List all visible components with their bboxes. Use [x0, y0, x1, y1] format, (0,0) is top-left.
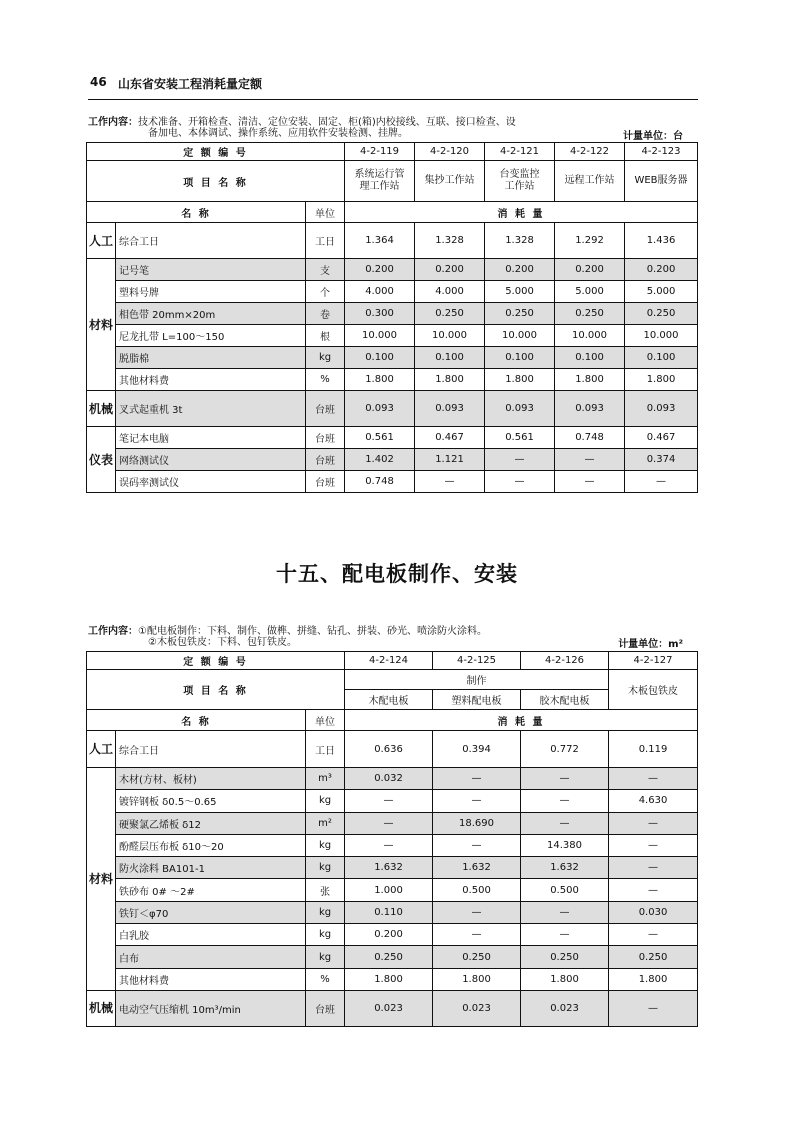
quantity-cell: 0.023	[433, 990, 521, 1026]
quantity-cell: 1.800	[609, 968, 698, 990]
t2-code: 4-2-127	[609, 652, 698, 670]
quantity-cell: 1.328	[415, 223, 485, 259]
quantity-cell: 0.110	[345, 901, 433, 923]
quantity-cell: —	[555, 449, 625, 471]
resource-name: 叉式起重机 3t	[116, 391, 306, 427]
book-title: 山东省安装工程消耗量定额	[118, 77, 263, 91]
quantity-cell: 5.000	[485, 281, 555, 303]
resource-name: 镀锌钢板 δ0.5～0.65	[116, 790, 306, 812]
table1-labor-row	[87, 223, 698, 259]
quantity-cell: 0.467	[415, 427, 485, 449]
quantity-cell: —	[521, 790, 609, 812]
quantity-cell: 1.364	[345, 223, 415, 259]
resource-unit: 支	[306, 259, 345, 281]
quantity-cell: 0.100	[345, 347, 415, 369]
resource-name: 白布	[116, 946, 306, 968]
table1-material-row	[87, 369, 698, 391]
quantity-cell: 0.023	[521, 990, 609, 1026]
table2-machine-category: 机械	[87, 990, 116, 1026]
t1-code: 4-2-119	[345, 143, 415, 161]
quantity-cell: 0.250	[345, 946, 433, 968]
t1-name-label: 名 称	[87, 202, 306, 223]
table1-material-row	[87, 281, 698, 303]
resource-unit: 根	[306, 325, 345, 347]
quantity-cell: 0.250	[485, 303, 555, 325]
t2-item4: 木板包铁皮	[609, 670, 698, 710]
table1-labor-category: 人工	[87, 223, 116, 259]
quantity-cell: 1.632	[433, 857, 521, 879]
quota-table-2	[86, 651, 698, 1027]
t2-unit: 计量单位：m²	[618, 639, 683, 650]
t1-work-content	[88, 117, 516, 128]
resource-unit: kg	[306, 946, 345, 968]
quantity-cell: —	[433, 790, 521, 812]
quantity-cell: 1.632	[521, 857, 609, 879]
resource-unit: 卷	[306, 303, 345, 325]
quantity-cell: 1.800	[345, 369, 415, 391]
table2-material-row	[87, 968, 698, 990]
resource-name: 笔记本电脑	[116, 427, 306, 449]
t2-name-label: 名 称	[87, 710, 306, 731]
resource-name: 脱脂棉	[116, 347, 306, 369]
table1-material-row	[87, 325, 698, 347]
t2-item: 木配电板	[345, 690, 433, 710]
table2-material-row	[87, 768, 698, 790]
quantity-cell: 1.402	[345, 449, 415, 471]
resource-unit: 工日	[306, 731, 345, 768]
quantity-cell: 0.093	[415, 391, 485, 427]
resource-unit: kg	[306, 790, 345, 812]
quantity-cell: 5.000	[555, 281, 625, 303]
quantity-cell: 10.000	[555, 325, 625, 347]
quantity-cell: —	[485, 471, 555, 493]
quantity-cell: 0.093	[555, 391, 625, 427]
t1-work-content-line2: 备加电、本体调试、操作系统、应用软件安装检测、挂牌。	[148, 128, 408, 139]
t1-name-row	[87, 202, 698, 223]
resource-name: 其他材料费	[116, 369, 306, 391]
quantity-cell: —	[415, 471, 485, 493]
table2-material-category: 材料	[87, 768, 116, 991]
t1-work-content-line1: 技术准备、开箱检查、清洁、定位安装、固定、柜(箱)内校接线、互联、接口检查、设	[138, 117, 516, 128]
resource-name: 误码率测试仪	[116, 471, 306, 493]
quantity-cell: —	[555, 471, 625, 493]
t1-code: 4-2-120	[415, 143, 485, 161]
t1-item: WEB服务器	[625, 161, 698, 202]
t1-item: 系统运行管理工作站	[345, 161, 415, 202]
quantity-cell: 0.561	[345, 427, 415, 449]
quantity-cell: 0.300	[345, 303, 415, 325]
quantity-cell: 1.800	[625, 369, 698, 391]
table1-instrument-row	[87, 449, 698, 471]
quantity-cell: 0.374	[625, 449, 698, 471]
quantity-cell: —	[521, 924, 609, 946]
table2-labor-row	[87, 731, 698, 768]
quantity-cell: 1.800	[555, 369, 625, 391]
quantity-cell: —	[485, 449, 555, 471]
resource-name: 电动空气压缩机 10m³/min	[116, 990, 306, 1026]
quantity-cell: —	[345, 790, 433, 812]
quantity-cell: —	[433, 901, 521, 923]
quantity-cell: —	[609, 924, 698, 946]
t1-consumption-label: 消 耗 量	[345, 202, 698, 223]
t2-consumption-label: 消 耗 量	[345, 710, 698, 731]
quantity-cell: —	[609, 768, 698, 790]
resource-unit: kg	[306, 347, 345, 369]
t2-group-label: 制作	[345, 670, 609, 690]
t1-unit: 计量单位：台	[623, 131, 683, 142]
t2-item: 胶木配电板	[521, 690, 609, 710]
quantity-cell: 1.800	[345, 968, 433, 990]
quantity-cell: —	[345, 812, 433, 834]
quantity-cell: 0.119	[609, 731, 698, 768]
t2-work-content-label: 工作内容：	[88, 626, 138, 637]
resource-unit: m²	[306, 812, 345, 834]
resource-name: 塑料号牌	[116, 281, 306, 303]
quantity-cell: —	[345, 834, 433, 856]
quantity-cell: 0.200	[345, 924, 433, 946]
t2-project-label: 项 目 名 称	[87, 670, 345, 710]
table2-material-row	[87, 834, 698, 856]
resource-unit: 台班	[306, 391, 345, 427]
quantity-cell: 10.000	[625, 325, 698, 347]
quota-table-1	[86, 142, 698, 493]
t1-unit-label: 单位	[306, 202, 345, 223]
quantity-cell: —	[433, 834, 521, 856]
resource-name: 综合工日	[116, 731, 306, 768]
resource-name: 相色带 20mm×20m	[116, 303, 306, 325]
quantity-cell: 0.023	[345, 990, 433, 1026]
table2-material-row	[87, 857, 698, 879]
resource-name: 铁钉＜φ70	[116, 901, 306, 923]
resource-unit: 台班	[306, 427, 345, 449]
quantity-cell: 10.000	[345, 325, 415, 347]
table2-material-row	[87, 946, 698, 968]
quantity-cell: 0.100	[555, 347, 625, 369]
t1-item: 台变监控工作站	[485, 161, 555, 202]
t2-code: 4-2-125	[433, 652, 521, 670]
quantity-cell: 0.093	[485, 391, 555, 427]
quantity-cell: 0.250	[415, 303, 485, 325]
quantity-cell: 0.748	[345, 471, 415, 493]
resource-unit: 张	[306, 879, 345, 901]
quantity-cell: 1.632	[345, 857, 433, 879]
t1-code: 4-2-122	[555, 143, 625, 161]
page-number: 46	[90, 75, 107, 89]
quantity-cell: —	[609, 812, 698, 834]
quantity-cell: 0.748	[555, 427, 625, 449]
t2-work-content	[88, 626, 487, 637]
t1-quota-row	[87, 143, 698, 161]
t1-item: 集抄工作站	[415, 161, 485, 202]
t2-code: 4-2-126	[521, 652, 609, 670]
t2-work-content-line1: ①配电板制作：下料、制作、做榫、拼缝、钻孔、拼装、砂光、喷涂防火涂料。	[138, 626, 487, 637]
quantity-cell: 0.200	[415, 259, 485, 281]
quantity-cell: 5.000	[625, 281, 698, 303]
t2-item: 塑料配电板	[433, 690, 521, 710]
quantity-cell: 0.093	[345, 391, 415, 427]
t1-project-row	[87, 161, 698, 202]
quantity-cell: 0.030	[609, 901, 698, 923]
table1-material-row	[87, 303, 698, 325]
table1-material-category: 材料	[87, 259, 116, 391]
table1-instrument-category: 仪表	[87, 427, 116, 493]
resource-unit: kg	[306, 924, 345, 946]
resource-unit: 台班	[306, 990, 345, 1026]
quantity-cell: 0.093	[625, 391, 698, 427]
t1-code: 4-2-121	[485, 143, 555, 161]
t2-code: 4-2-124	[345, 652, 433, 670]
quantity-cell: —	[433, 768, 521, 790]
resource-unit: 台班	[306, 449, 345, 471]
table1-instrument-row	[87, 471, 698, 493]
quantity-cell: 0.772	[521, 731, 609, 768]
resource-name: 记号笔	[116, 259, 306, 281]
resource-name: 防火涂料 BA101-1	[116, 857, 306, 879]
section-title: 十五、配电板制作、安装	[276, 562, 518, 586]
quantity-cell: —	[521, 901, 609, 923]
quantity-cell: —	[609, 879, 698, 901]
quantity-cell: 14.380	[521, 834, 609, 856]
t2-name-row	[87, 710, 698, 731]
resource-unit: 个	[306, 281, 345, 303]
quantity-cell: 1.800	[415, 369, 485, 391]
resource-name: 酚醛层压布板 δ10～20	[116, 834, 306, 856]
t2-quota-label: 定 额 编 号	[87, 652, 345, 670]
resource-unit: kg	[306, 834, 345, 856]
quantity-cell: 0.561	[485, 427, 555, 449]
quantity-cell: —	[433, 924, 521, 946]
resource-name: 综合工日	[116, 223, 306, 259]
resource-unit: %	[306, 968, 345, 990]
quantity-cell: 4.630	[609, 790, 698, 812]
resource-name: 铁砂布 0# ～2#	[116, 879, 306, 901]
quantity-cell: 0.250	[609, 946, 698, 968]
quantity-cell: 0.250	[433, 946, 521, 968]
quantity-cell: 0.100	[625, 347, 698, 369]
resource-name: 木材(方材、板材)	[116, 768, 306, 790]
quantity-cell: 10.000	[485, 325, 555, 347]
quantity-cell: —	[609, 834, 698, 856]
quantity-cell: 0.250	[555, 303, 625, 325]
quantity-cell: 0.200	[555, 259, 625, 281]
t2-project-row-1	[87, 670, 698, 690]
t1-work-content-label: 工作内容：	[88, 117, 138, 128]
table2-material-row	[87, 812, 698, 834]
quantity-cell: 0.200	[625, 259, 698, 281]
quantity-cell: 10.000	[415, 325, 485, 347]
resource-unit: 工日	[306, 223, 345, 259]
quantity-cell: —	[521, 768, 609, 790]
t1-project-label: 项 目 名 称	[87, 161, 345, 202]
quantity-cell: 1.800	[485, 369, 555, 391]
resource-unit: kg	[306, 857, 345, 879]
table1-instrument-row	[87, 427, 698, 449]
header-rule	[88, 99, 698, 100]
quantity-cell: 1.121	[415, 449, 485, 471]
t2-work-content-line2: ②木板包铁皮：下料、包钉铁皮。	[148, 637, 297, 648]
resource-name: 网络测试仪	[116, 449, 306, 471]
quantity-cell: 0.500	[521, 879, 609, 901]
table1-machine-category: 机械	[87, 391, 116, 427]
table2-material-row	[87, 901, 698, 923]
t2-quota-row	[87, 652, 698, 670]
table2-material-row	[87, 879, 698, 901]
quantity-cell: 0.032	[345, 768, 433, 790]
quantity-cell: 0.250	[625, 303, 698, 325]
quantity-cell: 18.690	[433, 812, 521, 834]
table2-labor-category: 人工	[87, 731, 116, 768]
t1-code: 4-2-123	[625, 143, 698, 161]
resource-unit: m³	[306, 768, 345, 790]
quantity-cell: 1.000	[345, 879, 433, 901]
quantity-cell: 4.000	[415, 281, 485, 303]
quantity-cell: 0.100	[485, 347, 555, 369]
table2-machine-row	[87, 990, 698, 1026]
quantity-cell: 0.467	[625, 427, 698, 449]
table2-material-row	[87, 790, 698, 812]
resource-name: 白乳胶	[116, 924, 306, 946]
quantity-cell: 1.292	[555, 223, 625, 259]
table1-machine-row	[87, 391, 698, 427]
quantity-cell: 0.200	[345, 259, 415, 281]
quantity-cell: —	[521, 812, 609, 834]
quantity-cell: —	[609, 990, 698, 1026]
resource-name: 硬聚氯乙烯板 δ12	[116, 812, 306, 834]
quantity-cell: 0.500	[433, 879, 521, 901]
quantity-cell: 1.800	[521, 968, 609, 990]
quantity-cell: 1.800	[433, 968, 521, 990]
t1-quota-label: 定 额 编 号	[87, 143, 345, 161]
quantity-cell: 1.436	[625, 223, 698, 259]
resource-name: 尼龙扎带 L=100～150	[116, 325, 306, 347]
resource-unit: %	[306, 369, 345, 391]
resource-unit: kg	[306, 901, 345, 923]
t1-item: 远程工作站	[555, 161, 625, 202]
quantity-cell: —	[609, 857, 698, 879]
quantity-cell: 0.394	[433, 731, 521, 768]
quantity-cell: —	[625, 471, 698, 493]
quantity-cell: 4.000	[345, 281, 415, 303]
quantity-cell: 0.200	[485, 259, 555, 281]
table1-material-row	[87, 259, 698, 281]
resource-name: 其他材料费	[116, 968, 306, 990]
table2-material-row	[87, 924, 698, 946]
quantity-cell: 0.100	[415, 347, 485, 369]
t2-unit-label: 单位	[306, 710, 345, 731]
table1-material-row	[87, 347, 698, 369]
quantity-cell: 1.328	[485, 223, 555, 259]
quantity-cell: 0.636	[345, 731, 433, 768]
resource-unit: 台班	[306, 471, 345, 493]
quantity-cell: 0.250	[521, 946, 609, 968]
